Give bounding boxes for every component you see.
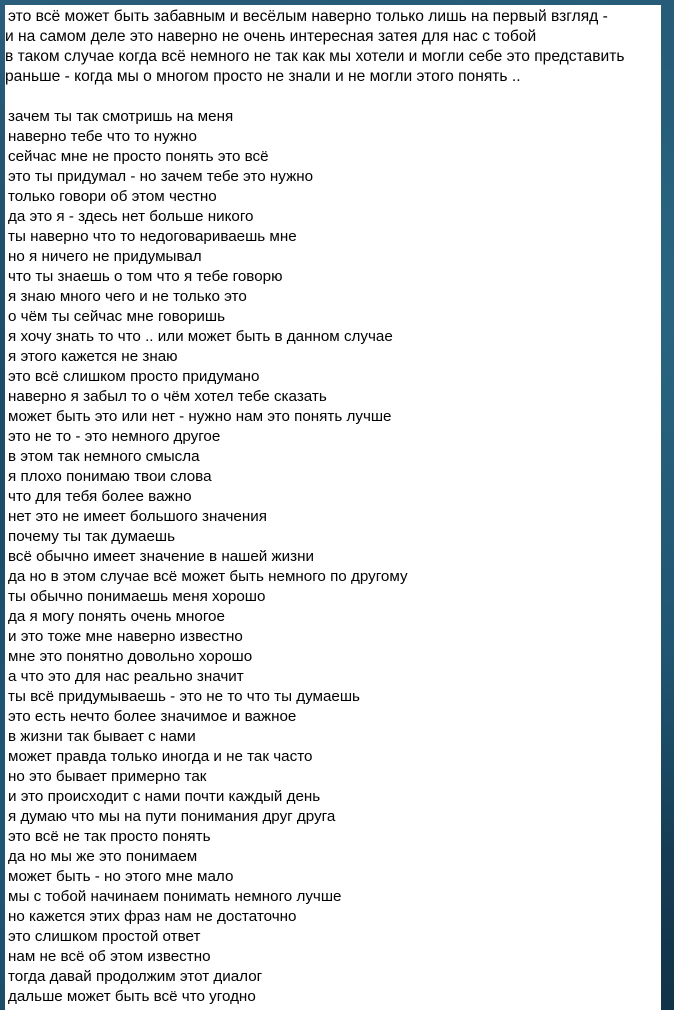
dialogue-line: и это тоже мне наверно известно (8, 628, 243, 645)
intro-line: раньше - когда мы о многом просто не знали и не могли этого понять .. (5, 68, 521, 85)
dialogue-line: но я ничего не придумывал (8, 248, 202, 265)
dialogue-line: ты обычно понимаешь меня хорошо (8, 588, 266, 605)
dialogue-line: это всё не так просто понять (8, 828, 211, 845)
dialogue-line: что для тебя более важно (8, 488, 192, 505)
dialogue-line: а что это для нас реально значит (8, 668, 244, 685)
dialogue-line: ты всё придумываешь - это не то что ты думаешь (8, 688, 360, 705)
dialogue-line: наверно тебе что то нужно (8, 128, 197, 145)
dialogue-line: но кажется этих фраз нам не достаточно (8, 908, 297, 925)
intro-line: и на самом деле это наверно не очень интересная затея для нас с тобой (5, 28, 537, 45)
dialogue-line: и это происходит с нами почти каждый день (8, 788, 321, 805)
dialogue-line: тогда давай продолжим этот диалог (8, 968, 263, 985)
dialogue-line: но это бывает примерно так (8, 768, 207, 785)
dialogue-line: я этого кажется не знаю (8, 348, 178, 365)
dialogue-line: это слишком простой ответ (8, 928, 201, 945)
dialogue-line: это есть нечто более значимое и важное (8, 708, 297, 725)
dialogue-line: в жизни так бывает с нами (8, 728, 196, 745)
dialogue-line: это ты придумал - но зачем тебе это нужно (8, 168, 314, 185)
dialogue-line: только говори об этом честно (8, 188, 217, 205)
dialogue-line: это всё слишком просто придумано (8, 368, 260, 385)
dialogue-line: почему ты так думаешь (8, 528, 176, 545)
dialogue-line: да но в этом случае всё может быть немного по другому (8, 568, 408, 585)
dialogue-line: мы с тобой начинаем понимать немного лучше (8, 888, 342, 905)
dialogue-line: нет это не имеет большого значения (8, 508, 267, 525)
dialogue-line: нам не всё об этом известно (8, 948, 211, 965)
dialogue-line: может правда только иногда и не так часто (8, 748, 313, 765)
dialogue-line: в этом так немного смысла (8, 448, 200, 465)
dialogue-lines (8, 107, 658, 1007)
dialogue-line: может быть это или нет - нужно нам это понять лучше (8, 408, 392, 425)
dialogue-line: сейчас мне не просто понять это всё (8, 148, 269, 165)
dialogue-line: зачем ты так смотришь на меня (8, 108, 234, 125)
text-sheet (5, 5, 661, 1010)
dialogue-line: всё обычно имеет значение в нашей жизни (8, 548, 314, 565)
dialogue-line: о чём ты сейчас мне говоришь (8, 308, 225, 325)
dialogue-line: дальше может быть всё что угодно (8, 988, 256, 1005)
dialogue-line: да я могу понять очень многое (8, 608, 225, 625)
dialogue-line: мне это понятно довольно хорошо (8, 648, 253, 665)
dialogue-line: это не то - это немного другое (8, 428, 221, 445)
intro-line: это всё может быть забавным и весёлым наверно только лишь на первый взгляд - (8, 8, 608, 25)
dialogue-line: я хочу знать то что .. или может быть в данном случае (8, 328, 393, 345)
dialogue-line: я думаю что мы на пути понимания друг друга (8, 808, 336, 825)
dialogue-line: что ты знаешь о том что я тебе говорю (8, 268, 283, 285)
intro-line: в таком случае когда всё немного не так как мы хотели и могли себе это представить (5, 48, 625, 65)
dialogue-line: да но мы же это понимаем (8, 848, 198, 865)
dialogue-line: наверно я забыл то о чём хотел тебе сказать (8, 388, 327, 405)
dialogue-line: я знаю много чего и не только это (8, 288, 247, 305)
dialogue-line: может быть - но этого мне мало (8, 868, 234, 885)
dialogue-line: да это я - здесь нет больше никого (8, 208, 254, 225)
dialogue-line: ты наверно что то недоговариваешь мне (8, 228, 297, 245)
dialogue-line: я плохо понимаю твои слова (8, 468, 212, 485)
intro-paragraph (5, 7, 661, 87)
